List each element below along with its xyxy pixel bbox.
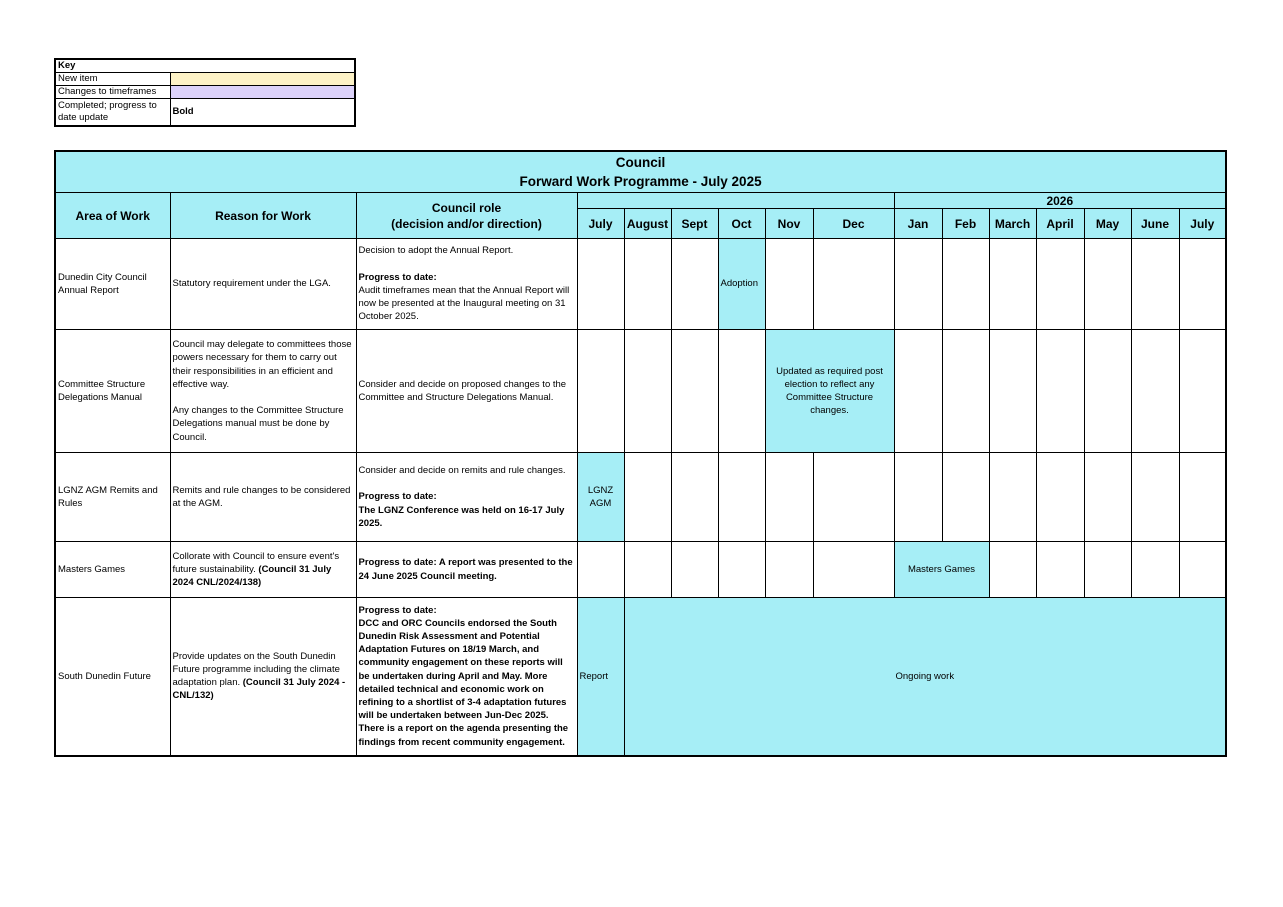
council-role — [356, 453, 577, 542]
cell-nov — [765, 239, 813, 330]
cell-sept — [671, 330, 718, 453]
cell-august — [624, 330, 671, 453]
cell-sept — [671, 239, 718, 330]
key-label-changes: Changes to timeframes — [55, 86, 170, 99]
progress-label: Progress to date: — [358, 604, 437, 616]
cell-feb — [942, 330, 989, 453]
cell-april — [1036, 239, 1084, 330]
council-role — [356, 239, 577, 330]
key-table — [54, 58, 356, 127]
cell-july — [577, 542, 624, 598]
reason-for-work — [170, 330, 356, 453]
month-june: June — [1131, 209, 1179, 239]
cell-june — [1131, 453, 1179, 542]
table-row — [55, 330, 1226, 453]
table-row — [55, 239, 1226, 330]
programme-title — [55, 151, 1226, 193]
cell-july-2026 — [1179, 330, 1226, 453]
header-year-2025-blank — [577, 193, 894, 209]
cell-march — [989, 542, 1036, 598]
key-swatch-changes — [170, 86, 355, 99]
cell-may — [1084, 239, 1131, 330]
cell-august — [624, 453, 671, 542]
header-council-role — [356, 193, 577, 239]
reason-for-work — [170, 598, 356, 756]
month-july-2025: July — [577, 209, 624, 239]
schedule-jan-feb-masters-games: Masters Games — [894, 542, 989, 598]
month-march: March — [989, 209, 1036, 239]
progress-text: The LGNZ Conference was held on 16-17 July 2025. — [358, 504, 565, 529]
role-text: Consider and decide on remits and rule changes. — [358, 465, 566, 477]
progress-label: Progress to date: — [358, 491, 437, 503]
schedule-ongoing-work: Ongoing work — [624, 598, 1226, 756]
month-april: April — [1036, 209, 1084, 239]
role-text: Decision to adopt the Annual Report. — [358, 245, 514, 257]
schedule-nov-dec-update: Updated as required post election to reflect any Committee Structure changes. — [765, 330, 894, 453]
cell-may — [1084, 330, 1131, 453]
cell-dec — [813, 239, 894, 330]
reason-for-work: Statutory requirement under the LGA. — [170, 239, 356, 330]
cell-jan — [894, 239, 942, 330]
cell-feb — [942, 453, 989, 542]
month-feb: Feb — [942, 209, 989, 239]
key-value-bold: Bold — [170, 99, 355, 127]
month-nov: Nov — [765, 209, 813, 239]
month-may: May — [1084, 209, 1131, 239]
cell-july-2026 — [1179, 453, 1226, 542]
cell-march — [989, 239, 1036, 330]
area-of-work: Masters Games — [55, 542, 170, 598]
header-council-role-line2: (decision and/or direction) — [391, 216, 542, 231]
cell-august — [624, 239, 671, 330]
forward-work-programme-table — [54, 150, 1227, 757]
cell-march — [989, 330, 1036, 453]
key-label-completed: Completed; progress to date update — [55, 99, 170, 127]
reason-reference: (Council 31 July 2024 - CNL/132) — [172, 677, 346, 702]
cell-june — [1131, 330, 1179, 453]
cell-sept — [671, 542, 718, 598]
schedule-oct-adoption: Adoption — [718, 239, 765, 330]
reason-text: Provide updates on the South Dunedin Future programme including the climate adaptation plan. — [172, 650, 340, 689]
cell-sept — [671, 453, 718, 542]
header-year-2026: 2026 — [894, 193, 1226, 209]
council-role — [356, 598, 577, 756]
cell-jan — [894, 453, 942, 542]
month-oct: Oct — [718, 209, 765, 239]
cell-june — [1131, 542, 1179, 598]
area-of-work: South Dunedin Future — [55, 598, 170, 756]
cell-july-2026 — [1179, 542, 1226, 598]
month-august: August — [624, 209, 671, 239]
cell-dec — [813, 453, 894, 542]
programme-title-line1: Council — [615, 155, 666, 170]
reason-for-work: Remits and rule changes to be considered at the AGM. — [170, 453, 356, 542]
key-swatch-new-item — [170, 73, 355, 86]
cell-nov — [765, 453, 813, 542]
header-reason-for-work: Reason for Work — [170, 193, 356, 239]
reason-text: Collorate with Council to ensure event's future sustainability. — [172, 550, 340, 575]
cell-august — [624, 542, 671, 598]
cell-feb — [942, 239, 989, 330]
month-dec: Dec — [813, 209, 894, 239]
table-row — [55, 598, 1226, 756]
council-role: Consider and decide on proposed changes to the Committee and Structure Delegations Manual. — [356, 330, 577, 453]
cell-april — [1036, 453, 1084, 542]
reason-paragraph-2: Any changes to the Committee Structure Delegations manual must be done by Council. — [172, 405, 344, 443]
progress-text: DCC and ORC Councils endorsed the South Dunedin Risk Assessment and Potential Adaptation Futures on 18/19 March, and community engagement on these reports will be undertaken during April and May. More detailed technical and economic work on refining to a shortlist of 3-4 adaptation futures will be undertaken between Jun-Dec 2025. There is a report on the agenda presenting the findings from recent community engagement. — [358, 617, 569, 748]
area-of-work: Committee Structure Delegations Manual — [55, 330, 170, 453]
reason-reference: (Council 31 July 2024 CNL/2024/138) — [172, 563, 332, 589]
programme-title-line2: Forward Work Programme - July 2025 — [519, 174, 762, 189]
table-row — [55, 453, 1226, 542]
cell-july-2026 — [1179, 239, 1226, 330]
month-jan: Jan — [894, 209, 942, 239]
cell-april — [1036, 330, 1084, 453]
reason-paragraph-1: Council may delegate to committees those powers necessary for them to carry out their responsibilities in an efficient and effective way. — [172, 339, 352, 390]
cell-dec — [813, 542, 894, 598]
progress-text: Audit timeframes mean that the Annual Report will now be presented at the Inaugural meeting on 31 October 2025. — [358, 284, 570, 323]
cell-oct — [718, 542, 765, 598]
cell-may — [1084, 453, 1131, 542]
cell-april — [1036, 542, 1084, 598]
header-area-of-work: Area of Work — [55, 193, 170, 239]
key-title: Key — [55, 59, 355, 73]
header-council-role-line1: Council role — [431, 200, 502, 215]
cell-jan — [894, 330, 942, 453]
reason-for-work — [170, 542, 356, 598]
cell-march — [989, 453, 1036, 542]
cell-may — [1084, 542, 1131, 598]
schedule-july-lgnz-agm: LGNZ AGM — [577, 453, 624, 542]
area-of-work: LGNZ AGM Remits and Rules — [55, 453, 170, 542]
table-row — [55, 542, 1226, 598]
area-of-work: Dunedin City Council Annual Report — [55, 239, 170, 330]
cell-oct — [718, 330, 765, 453]
cell-oct — [718, 453, 765, 542]
month-sept: Sept — [671, 209, 718, 239]
council-role: Progress to date: A report was presented to the 24 June 2025 Council meeting. — [356, 542, 577, 598]
cell-july — [577, 239, 624, 330]
progress-label: Progress to date: — [358, 271, 437, 283]
cell-june — [1131, 239, 1179, 330]
cell-nov — [765, 542, 813, 598]
month-july-2026: July — [1179, 209, 1226, 239]
schedule-july-report: Report — [577, 598, 624, 756]
key-label-new-item: New item — [55, 73, 170, 86]
cell-july — [577, 330, 624, 453]
